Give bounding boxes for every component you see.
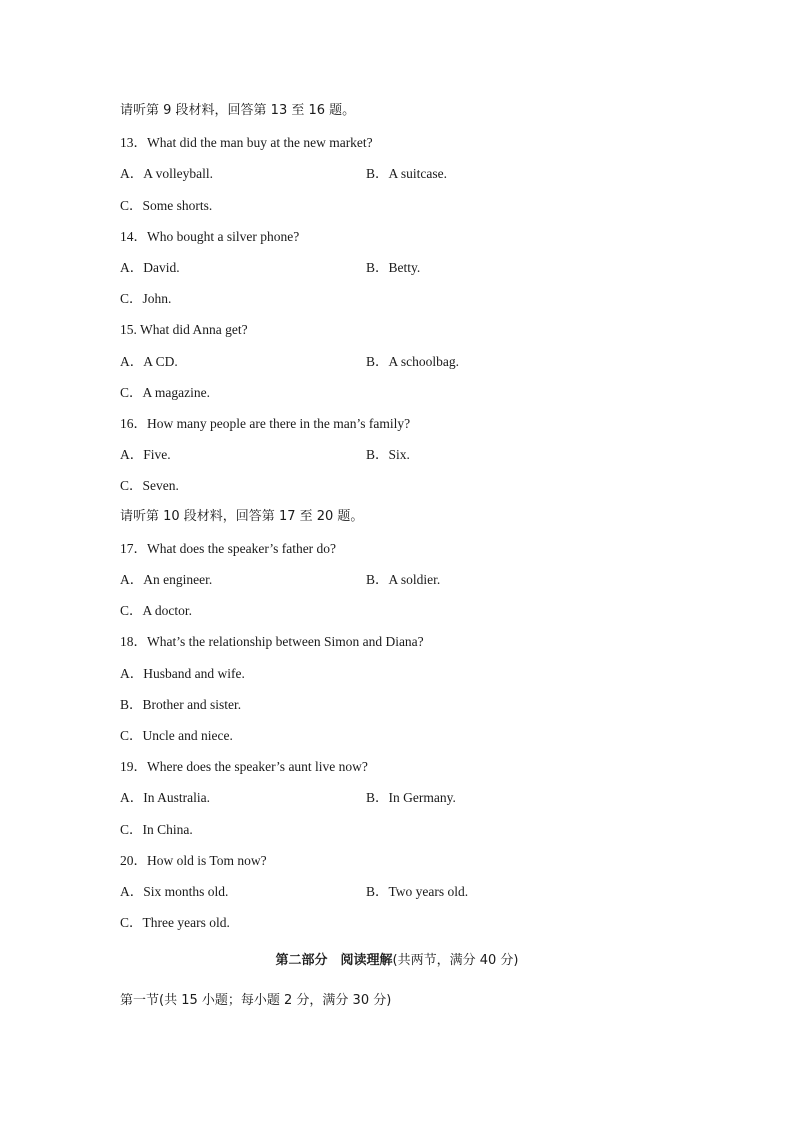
question-14-option-c: C．John.	[120, 291, 172, 306]
question-20-option-c: C．Three years old.	[120, 915, 230, 930]
question-19-option-a: A．In Australia.	[120, 790, 210, 805]
instruction-part10: 请听第 10 段材料，回答第 17 至 20 题。	[120, 509, 364, 524]
question-20-option-a: A．Six months old.	[120, 884, 229, 899]
question-17-option-b: B．A soldier.	[366, 572, 441, 587]
question-13-stem: 13．What did the man buy at the new market?	[120, 135, 373, 150]
question-17-option-c: C．A doctor.	[120, 603, 193, 618]
question-16-stem: 16．How many people are there in the man’s family?	[120, 416, 411, 431]
instruction-part9: 请听第 9 段材料，回答第 13 至 16 题。	[120, 103, 356, 118]
question-16-option-c: C．Seven.	[120, 478, 179, 493]
question-13-option-c: C．Some shorts.	[120, 198, 213, 213]
question-14-stem: 14．Who bought a silver phone?	[120, 229, 300, 244]
question-14-option-b: B．Betty.	[366, 260, 421, 275]
question-18-option-c: C．Uncle and niece.	[120, 728, 233, 743]
question-19-option-b: B．In Germany.	[366, 790, 456, 805]
question-20-option-b: B．Two years old.	[366, 884, 469, 899]
part2-title-bold: 第二部分 阅读理解	[275, 953, 393, 968]
question-14-option-a: A．David.	[120, 260, 180, 275]
question-15-stem: 15. What did Anna get?	[120, 322, 248, 337]
question-17-option-a: A．An engineer.	[120, 572, 213, 587]
question-18-option-b: B．Brother and sister.	[120, 697, 242, 712]
question-16-option-a: A．Five.	[120, 447, 171, 462]
question-15-option-b: B．A schoolbag.	[366, 354, 459, 369]
question-20-stem: 20．How old is Tom now?	[120, 853, 267, 868]
question-16-option-b: B．Six.	[366, 447, 410, 462]
question-17-stem: 17．What does the speaker’s father do?	[120, 541, 337, 556]
question-18-option-a: A．Husband and wife.	[120, 666, 245, 681]
part2-title-rest: (共两节，满分 40 分)	[392, 953, 519, 968]
question-19-option-c: C．In China.	[120, 822, 193, 837]
question-15-option-a: A．A CD.	[120, 354, 178, 369]
question-18-stem: 18．What’s the relationship between Simon and Diana?	[120, 634, 424, 649]
part2-section1-heading: 第一节(共 15 小题；每小题 2 分，满分 30 分)	[120, 993, 392, 1008]
question-13-option-b: B．A suitcase.	[366, 166, 447, 181]
question-19-stem: 19．Where does the speaker’s aunt live now?	[120, 759, 368, 774]
part2-heading	[0, 952, 794, 970]
question-13-option-a: A．A volleyball.	[120, 166, 213, 181]
question-15-option-c: C．A magazine.	[120, 385, 210, 400]
